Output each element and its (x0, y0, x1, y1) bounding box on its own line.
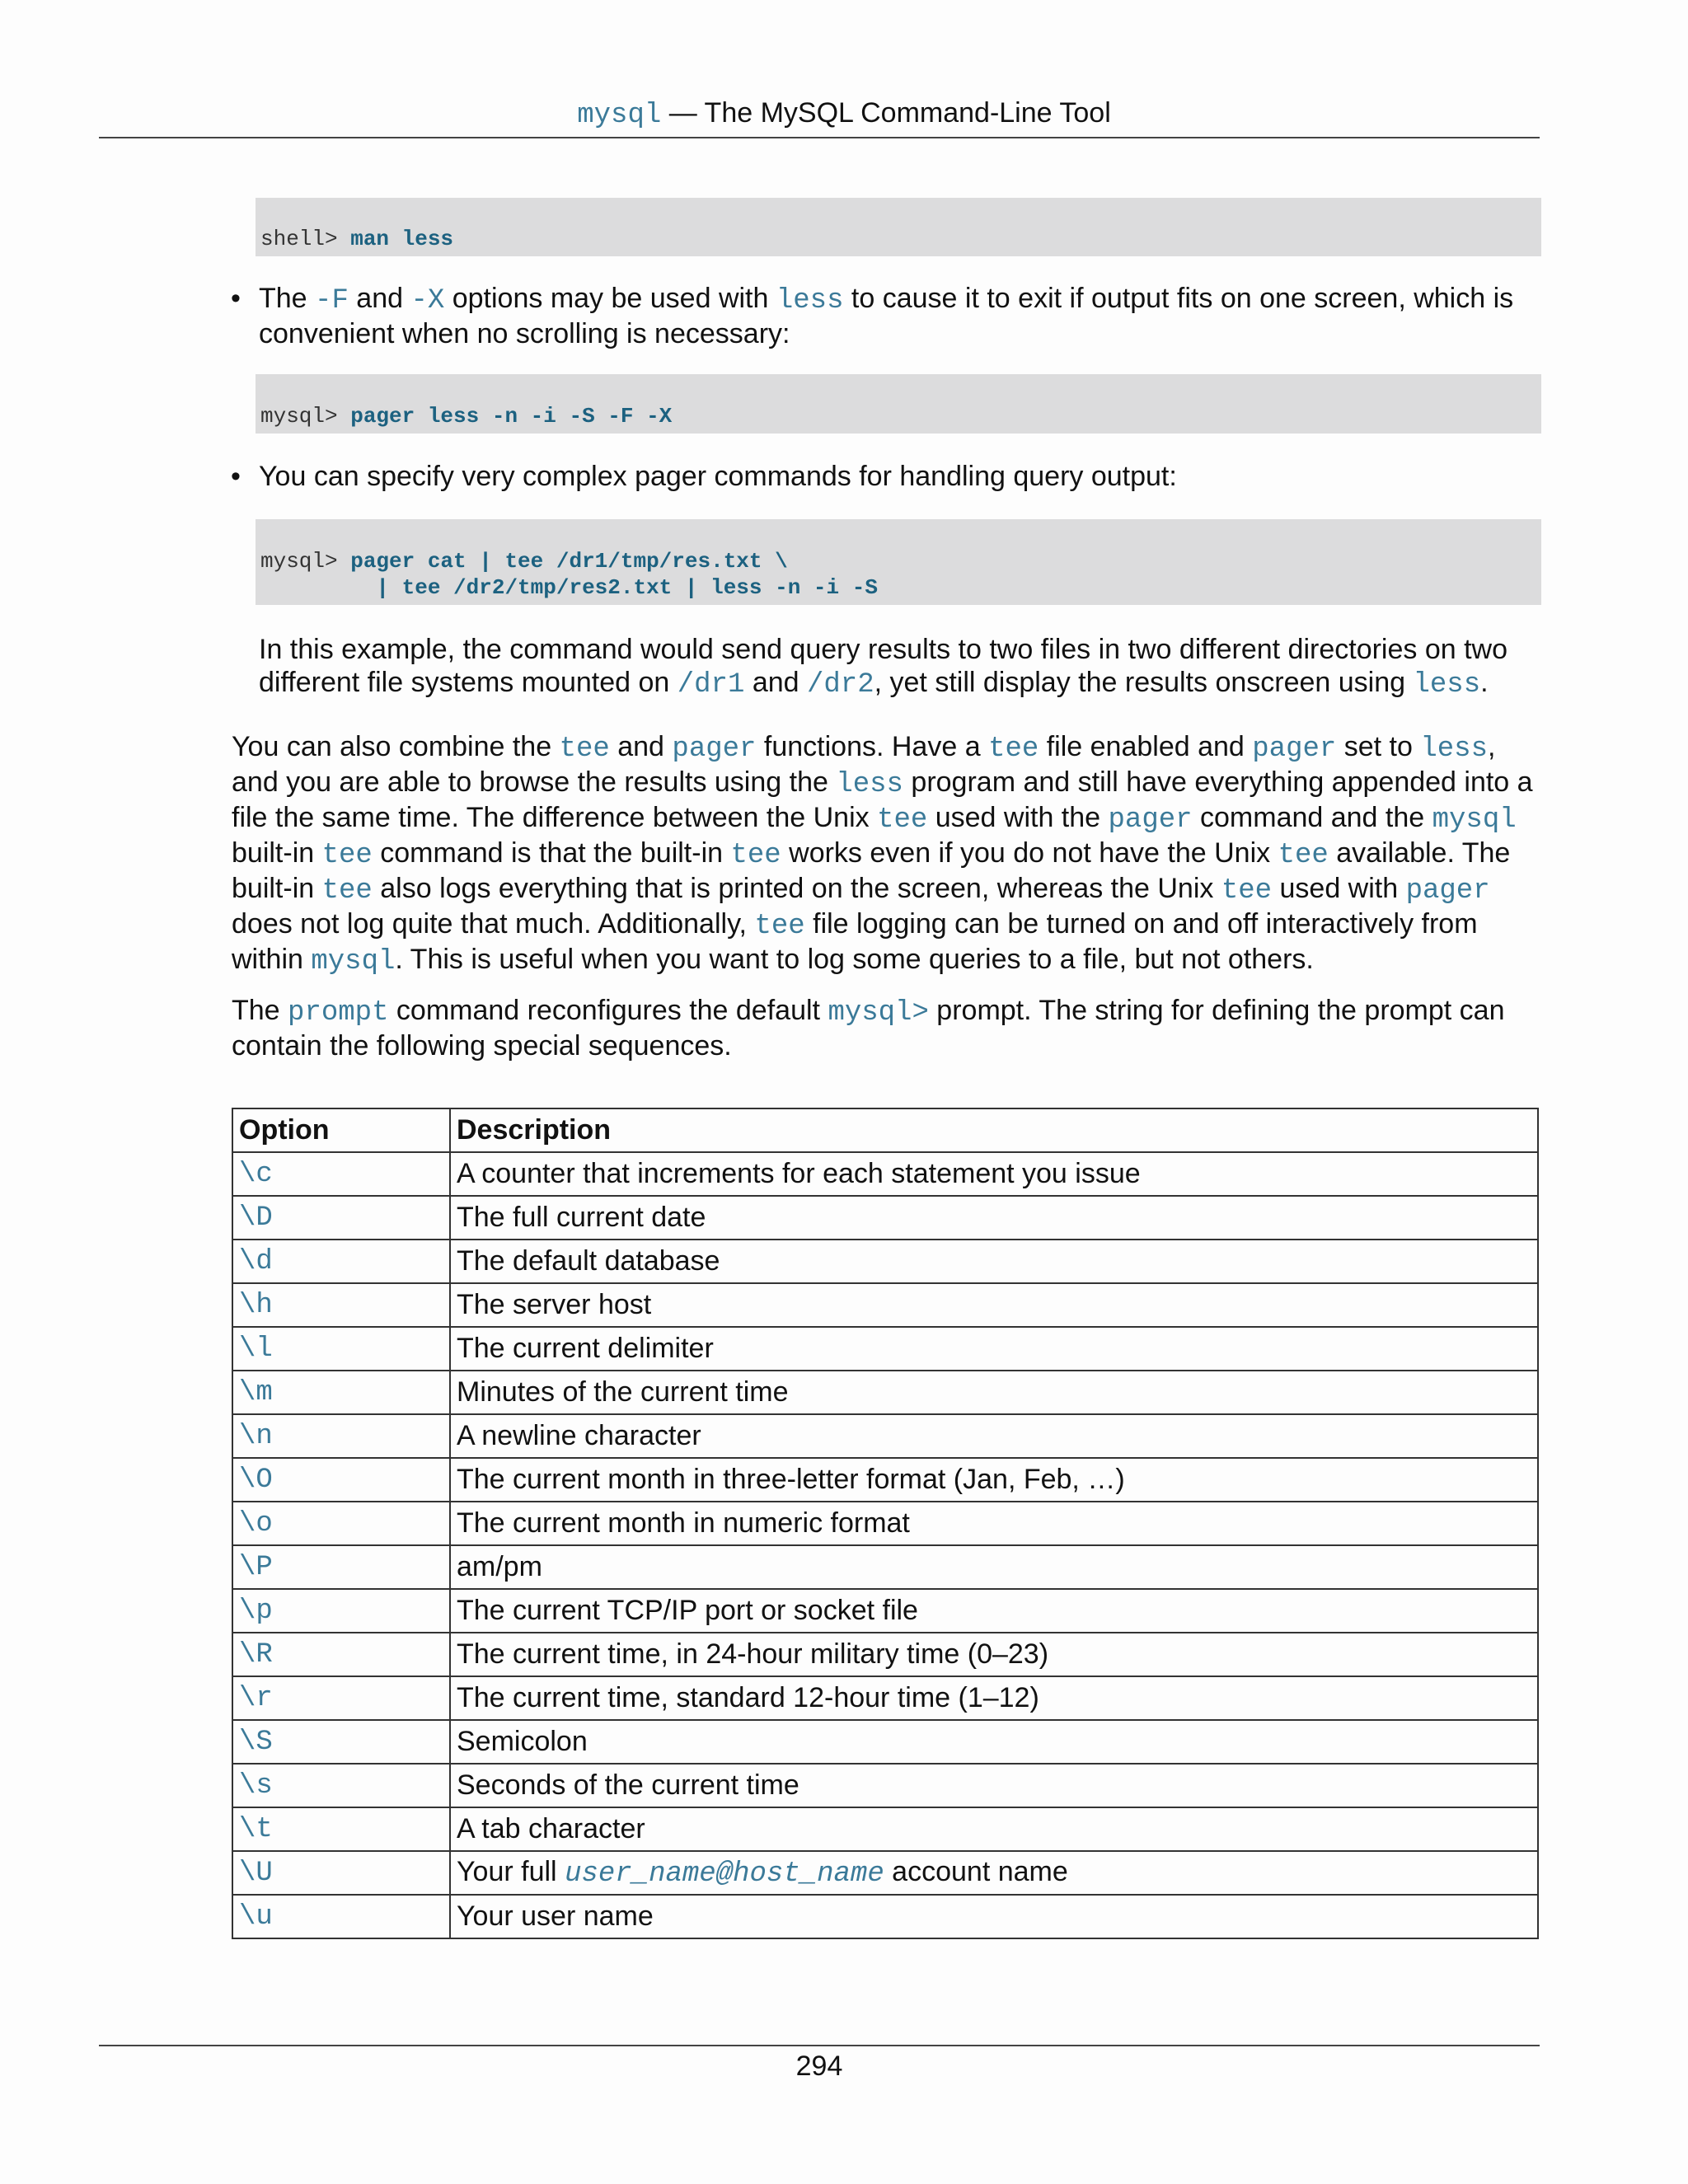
table-row (232, 1633, 1538, 1676)
table-row (232, 1851, 1538, 1895)
table-row (232, 1152, 1538, 1196)
option-cell: \h (232, 1283, 450, 1327)
table-row (232, 1502, 1538, 1545)
option-cell: \S (232, 1720, 450, 1764)
table-row (232, 1676, 1538, 1720)
option-cell: \U (232, 1851, 450, 1895)
code-command: pager less -n -i -S -F -X (350, 404, 673, 429)
column-header-option: Option (232, 1108, 450, 1152)
code-block-man-less (256, 198, 1541, 256)
description-cell: The server host (450, 1283, 1538, 1327)
table-row (232, 1371, 1538, 1414)
code-block-pager-less (256, 374, 1541, 434)
code-command: man less (350, 227, 454, 251)
description-cell: The current time, in 24-hour military time (0–23) (450, 1633, 1538, 1676)
option-cell: \R (232, 1633, 450, 1676)
table-row (232, 1327, 1538, 1371)
replaceable-code: user_name@host_name (565, 1858, 884, 1890)
page-number: 294 (795, 2050, 843, 2082)
bullet-text-less-options: The -F and -X options may be used with less to cause it to exit if output fits on one screen, which is convenient when no scrolling is necessary: (259, 283, 1514, 349)
description-cell: The default database (450, 1240, 1538, 1283)
example-paragraph: In this example, the command would send query results to two files in two different directories on two different file systems mounted on /dr1 and /dr2, yet still display the results onscreen using less. (259, 634, 1508, 701)
table-row (232, 1283, 1538, 1327)
column-header-description: Description (450, 1108, 1538, 1152)
option-cell: \P (232, 1545, 450, 1589)
code-prompt: mysql> (260, 549, 351, 574)
option-cell: \c (232, 1152, 450, 1196)
description-cell: The current delimiter (450, 1327, 1538, 1371)
description-cell: Your user name (450, 1895, 1538, 1938)
description-cell: A counter that increments for each statement you issue (450, 1152, 1538, 1196)
description-cell: The current TCP/IP port or socket file (450, 1589, 1538, 1633)
table-row (232, 1545, 1538, 1589)
tee-pager-paragraph: You can also combine the tee and pager functions. Have a tee file enabled and pager set to less, and you are able to browse the results using the less program and still have everything appended into a file the same time. The difference between the Unix tee used with the pager command and the mysql built-in tee command is that the built-in tee works even if you do not have the Unix tee available. The built-in tee also logs everything that is printed on the screen, whereas the Unix tee used with pager does not log quite that much. Additionally, tee file logging can be turned on and off interactively from within mysql. This is useful when you want to log some queries to a file, but not others. (232, 731, 1533, 977)
option-cell: \m (232, 1371, 450, 1414)
option-cell: \d (232, 1240, 450, 1283)
table-row (232, 1720, 1538, 1764)
header-rule (99, 137, 1540, 138)
option-cell: \r (232, 1676, 450, 1720)
option-cell: \p (232, 1589, 450, 1633)
prompt-paragraph: The prompt command reconfigures the default mysql> prompt. The string for defining the prompt can contain the following special sequences. (232, 995, 1505, 1062)
table-row (232, 1764, 1538, 1807)
description-cell: The current month in numeric format (450, 1502, 1538, 1545)
code-command-line2: | tee /dr2/tmp/res2.txt | less -n -i -S (260, 575, 878, 600)
description-cell: Seconds of the current time (450, 1764, 1538, 1807)
description-cell: The current time, standard 12-hour time (1–12) (450, 1676, 1538, 1720)
bullet-marker: • (231, 283, 241, 314)
code-prompt: mysql> (260, 404, 351, 429)
table-row (232, 1589, 1538, 1633)
table-row (232, 1895, 1538, 1938)
footer-rule (99, 2045, 1540, 2046)
page-header (0, 97, 1688, 131)
table-row (232, 1414, 1538, 1458)
option-cell: \O (232, 1458, 450, 1502)
option-cell: \t (232, 1807, 450, 1851)
description-cell: am/pm (450, 1545, 1538, 1589)
prompt-sequences-table (232, 1108, 1539, 1939)
table-header-row (232, 1108, 1538, 1152)
description-cell: Your full user_name@host_name account name (450, 1851, 1538, 1895)
option-cell: \n (232, 1414, 450, 1458)
table-row (232, 1807, 1538, 1851)
table-row (232, 1196, 1538, 1240)
option-cell: \s (232, 1764, 450, 1807)
option-cell: \o (232, 1502, 450, 1545)
bullet-text-pager-commands: You can specify very complex pager commands for handling query output: (259, 461, 1177, 492)
description-cell: A tab character (450, 1807, 1538, 1851)
code-block-pager-tee (256, 519, 1541, 605)
description-cell: Minutes of the current time (450, 1371, 1538, 1414)
description-cell: The current month in three-letter format (Jan, Feb, …) (450, 1458, 1538, 1502)
bullet-marker: • (231, 461, 241, 492)
code-prompt: shell> (260, 227, 351, 251)
header-code: mysql (577, 100, 662, 131)
description-cell: Semicolon (450, 1720, 1538, 1764)
table-row (232, 1240, 1538, 1283)
description-cell: A newline character (450, 1414, 1538, 1458)
header-title: — The MySQL Command-Line Tool (661, 97, 1111, 129)
description-cell: The full current date (450, 1196, 1538, 1240)
option-cell: \D (232, 1196, 450, 1240)
option-cell: \l (232, 1327, 450, 1371)
option-cell: \u (232, 1895, 450, 1938)
table-row (232, 1458, 1538, 1502)
code-command-line1: pager cat | tee /dr1/tmp/res.txt \ (350, 549, 788, 574)
